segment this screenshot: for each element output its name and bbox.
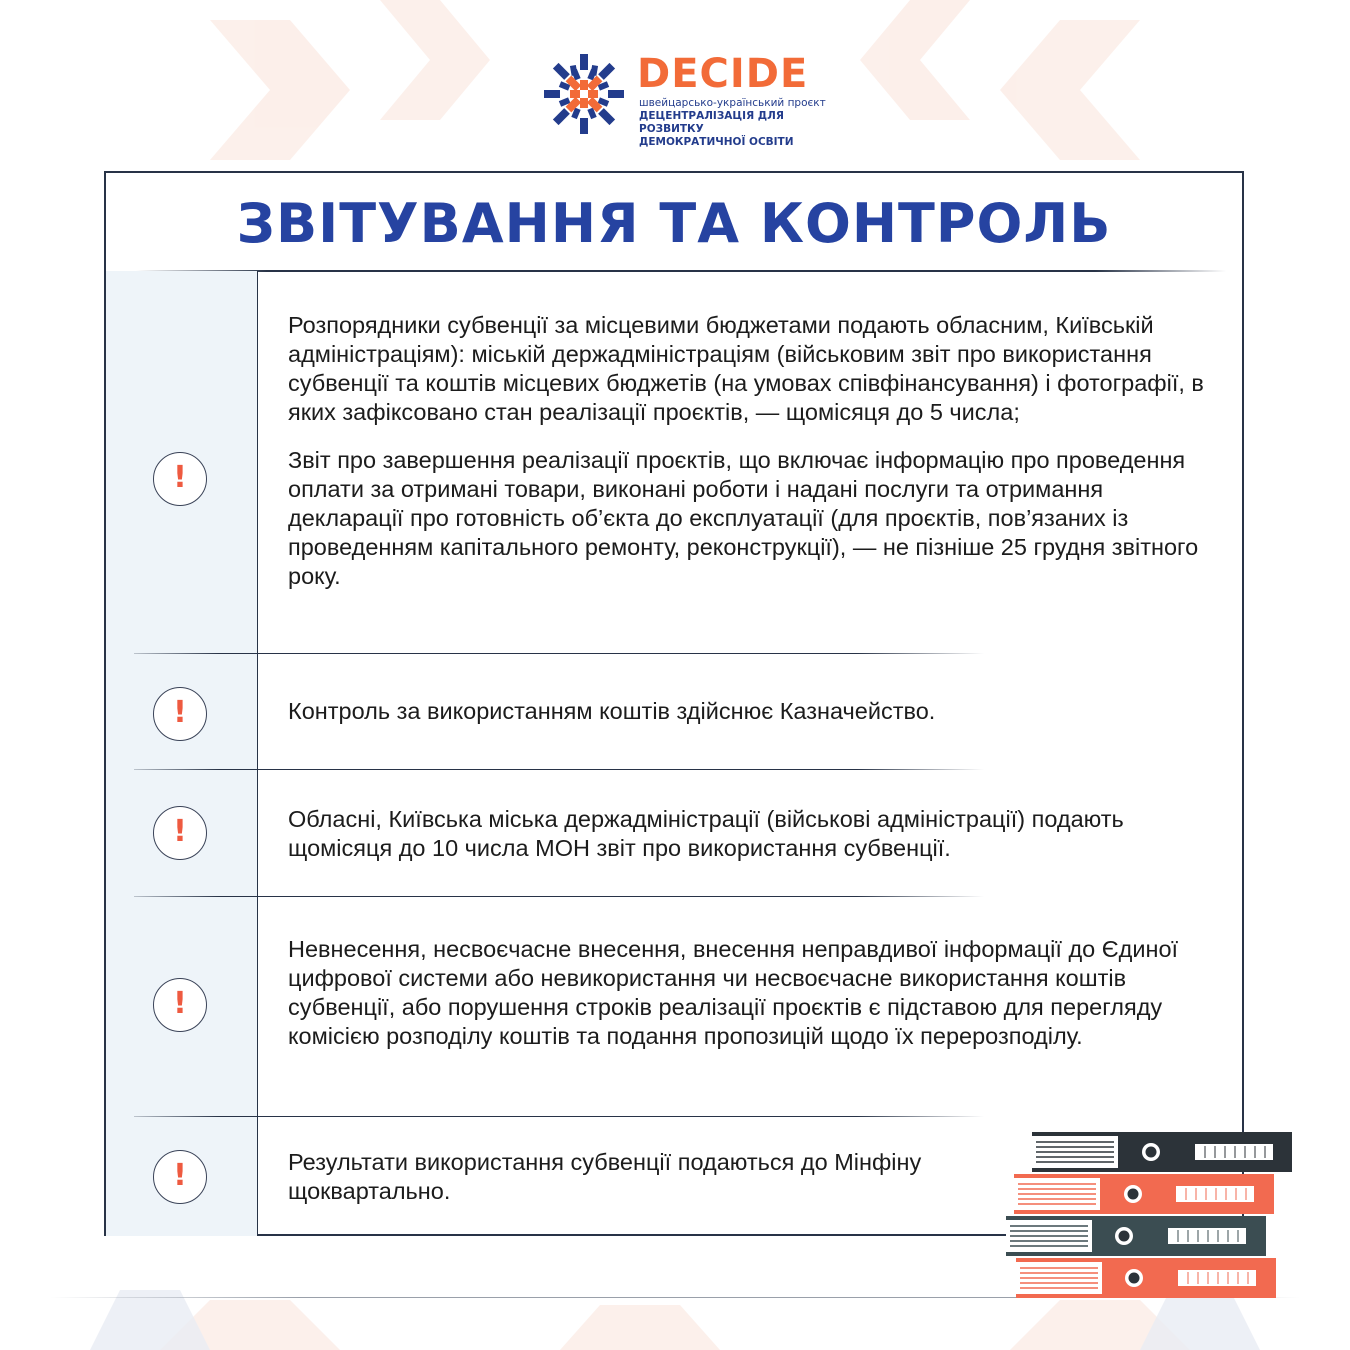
list-item-text: Обласні, Київська міська держадміністрації (військові адміністрації) подають щомісяця до 10 числа МОН звіт про використання субвенції. (288, 806, 1124, 861)
row-divider (134, 653, 984, 654)
list-item-text: Результати використання субвенції подаються до Мінфіну щоквартально. (288, 1149, 922, 1204)
binder (1006, 1216, 1266, 1256)
binder (1016, 1258, 1276, 1298)
list-item (288, 311, 1218, 591)
page-title: ЗВІТУВАННЯ ТА КОНТРОЛЬ (236, 192, 1112, 255)
row-divider (134, 1116, 984, 1117)
exclamation-circle-icon: ! (153, 978, 207, 1032)
binder (1032, 1132, 1292, 1172)
icon-column (106, 271, 258, 1236)
logo-subtitle (639, 97, 849, 149)
row-divider (134, 769, 984, 770)
binder (1014, 1174, 1274, 1214)
list-item (288, 805, 1218, 863)
logo-subtitle-line: швейцарсько-український проєкт (639, 97, 826, 109)
logo-subtitle-line: ДЕЦЕНТРАЛІЗАЦІЯ ДЛЯ РОЗВИТКУ (639, 110, 784, 135)
title-divider (136, 270, 1226, 272)
binder-stack-icon (1000, 1128, 1300, 1303)
snowflake-emblem-icon (540, 50, 628, 138)
list-item-text: Контроль за використанням коштів здійснює Казначейство. (288, 698, 936, 724)
list-item-text: Розпорядники субвенції за місцевими бюджетами подають обласним, Київській адміністраціям): міській держадміністраціям (військовим звіт про використання субвенції та коштів місцевих бюджетів (на умовах співфінансування) і фотографії, в яких зафіксовано стан реалізації проєктів, — щомісяця до 5 числа; (288, 312, 1204, 425)
exclamation-circle-icon: ! (153, 806, 207, 860)
exclamation-circle-icon: ! (153, 452, 207, 506)
logo (540, 50, 840, 148)
logo-wordmark: DECIDE (637, 51, 809, 97)
list-item-text: Невнесення, несвоєчасне внесення, внесення неправдивої інформації до Єдиної цифрової системи або невикористання чи несвоєчасне використання коштів субвенції, або порушення строків реалізації проєктів є підставою для перегляду комісією розподілу коштів та подання пропозицій щодо їх перерозподілу. (288, 936, 1179, 1049)
list-item (288, 697, 1218, 726)
list-item-text: Звіт про завершення реалізації проєктів, що включає інформацію про проведення оплати за отримані товари, виконані роботи і надані послуги та отримання декларації про готовність об’єкта до експлуатації (для проєктів, пов’язаних із проведенням капітального ремонту, реконструкції), — не пізніше 25 грудня звітного року. (288, 447, 1199, 589)
logo-subtitle-line: ДЕМОКРАТИЧНОЇ ОСВІТИ (639, 136, 794, 148)
row-divider (134, 896, 984, 897)
exclamation-circle-icon: ! (153, 1150, 207, 1204)
exclamation-circle-icon: ! (153, 687, 207, 741)
list-item (288, 935, 1218, 1051)
content-card (104, 171, 1244, 1236)
list-item (288, 1148, 928, 1206)
